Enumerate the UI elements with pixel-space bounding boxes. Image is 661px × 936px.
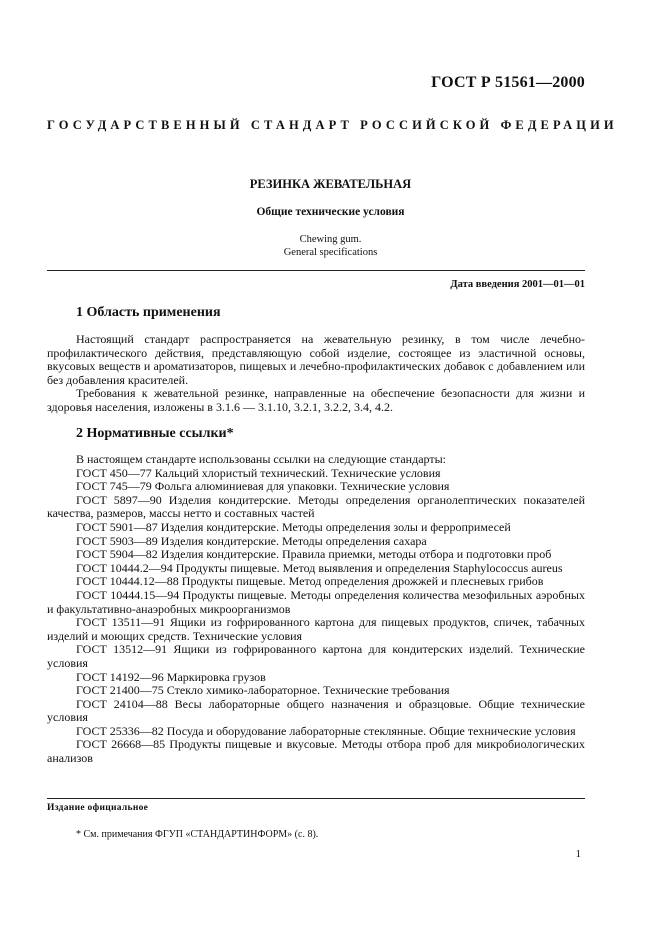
english-title-line-1: Chewing gum. (299, 234, 362, 245)
document-title: РЕЗИНКА ЖЕВАТЕЛЬНАЯ (249, 177, 412, 191)
section-1-paragraph: Настоящий стандарт распространяется на жевательную резинку, в том числе лечебно-профилактического действия, представляющую собой изделие, состоящее из эластичной основы, вкусовых веществ и ароматизаторов, пищевых и лечебно-профилактических добавок с добавлением или без добавления красителей. (47, 332, 585, 387)
official-edition-label: Издание официальное (47, 803, 149, 813)
reference-item: ГОСТ 26668—85 Продукты пищевые и вкусовые. Методы отбора проб для микробиологических анализов (47, 737, 585, 766)
reference-item: ГОСТ 13511—91 Ящики из гофрированного картона для пищевых продуктов, спичек, табачных изделий и моющих средств. Технические условия (47, 615, 585, 643)
page-number: 1 (575, 848, 581, 860)
reference-item: ГОСТ 5897—90 Изделия кондитерские. Методы определения органолептических показателей качества, размеров, массы нетто и составных частей (47, 492, 585, 521)
reference-item: ГОСТ 24104—88 Весы лабораторные общего назначения и образцовые. Общие технические условия (47, 696, 585, 725)
section-2-heading: 2 Нормативные ссылки* (76, 426, 234, 441)
reference-item: ГОСТ 745—79 Фольга алюминиевая для упаковки. Технические условия (76, 479, 450, 494)
reference-item: ГОСТ 450—77 Кальций хлористый технический. Технические условия (76, 465, 441, 480)
references-intro: В настоящем стандарте использованы ссылки на следующие стандарты: (76, 452, 447, 466)
reference-item: ГОСТ 5904—82 Изделия кондитерские. Правила приемки, методы отбора и подготовки проб (76, 547, 552, 562)
footer-rule (47, 798, 585, 799)
reference-item: ГОСТ 10444.2—94 Продукты пищевые. Метод выявления и определения Staphylococcus aureus (76, 560, 563, 575)
section-1-heading: 1 Область применения (76, 305, 221, 320)
document-subtitle: Общие технические условия (256, 206, 405, 218)
header-rule (47, 270, 585, 271)
reference-item: ГОСТ 21400—75 Стекло химико-лабораторное. Технические требования (76, 683, 450, 698)
reference-item: ГОСТ 5903—89 Изделия кондитерские. Методы определения сахара (76, 533, 427, 548)
section-1-body (47, 333, 585, 415)
gost-number: ГОСТ Р 51561—2000 (431, 74, 585, 91)
reference-item: ГОСТ 10444.15—94 Продукты пищевые. Методы определения количества мезофильных аэробных и факультативно-анаэробных микроорганизмов (47, 587, 585, 616)
footnote: * См. примечания ФГУП «СТАНДАРТИНФОРМ» (с. 8). (76, 829, 319, 840)
english-title-line-2: General specifications (283, 247, 378, 258)
reference-item: ГОСТ 25336—82 Посуда и оборудование лабораторные стеклянные. Общие технические условия (76, 723, 576, 738)
state-standard-title: ГОСУДАРСТВЕННЫЙ СТАНДАРТ РОССИЙСКОЙ ФЕДЕРАЦИИ (47, 118, 618, 132)
introduction-date: Дата введения 2001—01—01 (450, 279, 585, 290)
section-1-paragraph: Требования к жевательной резинке, направленные на обеспечение безопасности для жизни и здоровья населения, изложены в 3.1.6 — 3.1.10, 3.2.1, 3.2.2, 3.4, 4.2. (47, 386, 585, 414)
english-title (0, 233, 661, 259)
reference-item: ГОСТ 14192—96 Маркировка грузов (76, 669, 266, 684)
references-list (47, 453, 585, 766)
reference-item: ГОСТ 10444.12—88 Продукты пищевые. Метод определения дрожжей и плесневых грибов (76, 574, 544, 589)
reference-item: ГОСТ 13512—91 Ящики из гофрированного картона для кондитерских изделий. Технические условия (47, 642, 585, 670)
reference-item: ГОСТ 5901—87 Изделия кондитерские. Методы определения золы и ферропримесей (76, 519, 511, 534)
